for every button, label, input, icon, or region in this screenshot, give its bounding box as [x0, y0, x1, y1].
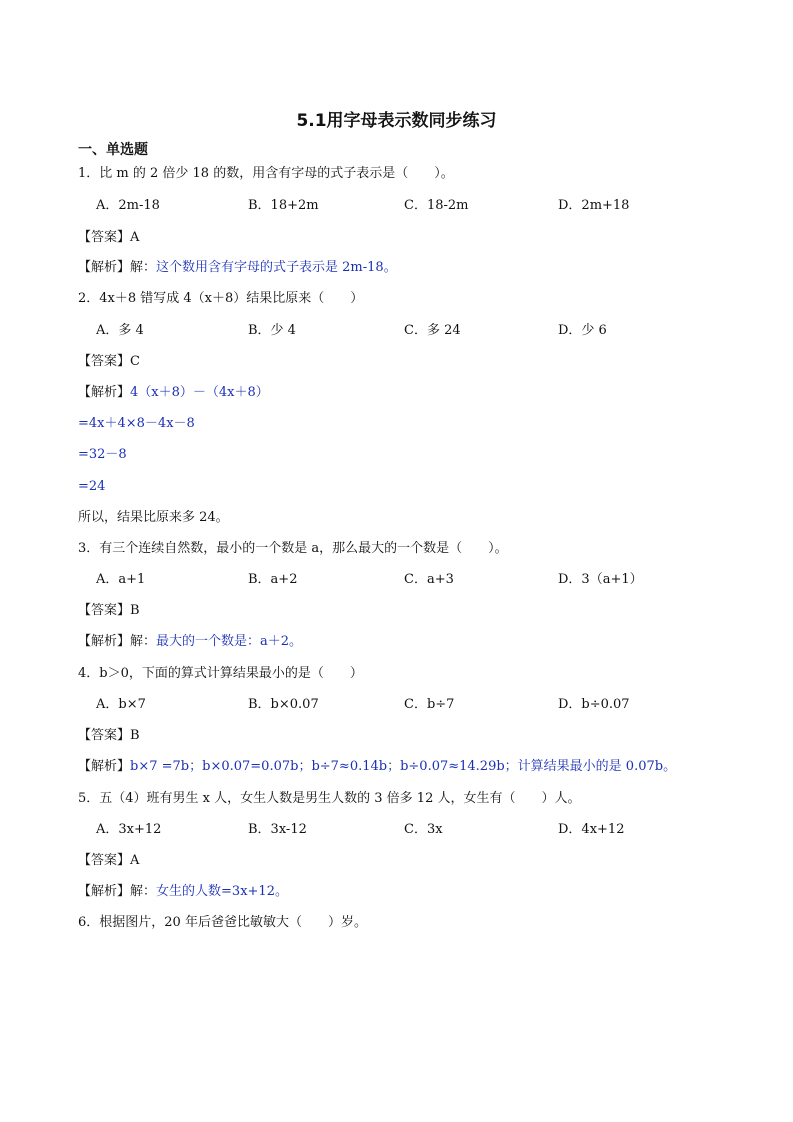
option-a: A．多 4	[96, 323, 144, 338]
answer-value: A	[130, 230, 140, 245]
question-6-stem: 6．根据图片，20 年后爸爸比敏敏大（ ）岁。	[78, 915, 367, 930]
option-d: D．b÷0.07	[558, 697, 630, 712]
question-5-stem: 5．五（4）班有男生 x 人，女生人数是男生人数的 3 倍多 12 人，女生有（ ）人。	[78, 791, 581, 806]
question-2-step-2: =32－8	[78, 447, 127, 462]
question-2-analysis	[78, 384, 269, 402]
answer-tag: 【答案】	[78, 230, 131, 245]
question-4-stem: 4．b＞0，下面的算式计算结果最小的是（ ）	[78, 666, 363, 681]
option-b: B．b×0.07	[248, 697, 319, 712]
option-a: A．3x+12	[96, 822, 162, 837]
option-b: B．少 4	[248, 323, 296, 338]
question-5-analysis	[78, 883, 288, 901]
question-1-stem: 1．比 m 的 2 倍少 18 的数，用含有字母的式子表示是（ ）。	[78, 166, 454, 181]
option-c: C．3x	[404, 822, 443, 837]
question-3-stem: 3．有三个连续自然数，最小的一个数是 a，那么最大的一个数是（ ）。	[78, 541, 508, 556]
analysis-text: 女生的人数=3x+12。	[156, 884, 288, 899]
section-heading: 一、单选题	[78, 142, 148, 158]
answer-value: C	[130, 354, 140, 369]
question-4-analysis	[78, 758, 676, 776]
analysis-tag: 【解析】	[78, 759, 131, 774]
question-3-analysis	[78, 633, 302, 651]
question-2-options	[96, 322, 716, 340]
answer-value: B	[130, 603, 140, 618]
option-a: A．2m-18	[96, 198, 160, 213]
question-3-options	[96, 571, 716, 589]
option-a: A．b×7	[96, 697, 146, 712]
question-4-answer	[78, 727, 140, 745]
question-3-answer	[78, 602, 140, 620]
analysis-tag: 【解析】	[78, 634, 131, 649]
option-b: B．a+2	[248, 572, 298, 587]
analysis-text: 4（x＋8）－（4x＋8）	[130, 385, 269, 400]
option-b: B．3x-12	[248, 822, 307, 837]
question-2-step-3: =24	[78, 479, 106, 494]
option-a: A．a+1	[96, 572, 146, 587]
analysis-tag: 【解析】	[78, 260, 131, 275]
option-d: D．2m+18	[558, 198, 630, 213]
analysis-text: 这个数用含有字母的式子表示是 2m-18。	[156, 260, 397, 275]
question-5-answer	[78, 852, 139, 870]
page-title: 5.1用字母表示数同步练习	[296, 111, 497, 131]
answer-value: B	[130, 728, 140, 743]
analysis-tag: 【解析】	[78, 385, 131, 400]
answer-tag: 【答案】	[78, 354, 131, 369]
option-c: C．a+3	[404, 572, 454, 587]
option-c: C．18-2m	[404, 198, 469, 213]
question-5-options	[96, 821, 716, 839]
answer-tag: 【答案】	[78, 603, 131, 618]
question-4-options	[96, 696, 716, 714]
analysis-prefix: 解：	[130, 260, 157, 275]
option-c: C．多 24	[404, 323, 461, 338]
option-d: D．3（a+1）	[558, 572, 643, 587]
analysis-prefix: 解：	[130, 634, 157, 649]
question-2-answer	[78, 353, 140, 371]
question-1-options	[96, 197, 716, 215]
analysis-text: b×7 =7b；b×0.07=0.07b；b÷7≈0.14b；b÷0.07≈14.29b；计算结果最小的是 0.07b。	[130, 759, 677, 774]
option-b: B．18+2m	[248, 198, 319, 213]
analysis-text: 最大的一个数是：a＋2。	[156, 634, 303, 649]
option-c: C．b÷7	[404, 697, 455, 712]
analysis-prefix: 解：	[130, 884, 157, 899]
answer-value: A	[130, 853, 140, 868]
option-d: D．少 6	[558, 323, 607, 338]
question-2-conclusion: 所以，结果比原来多 24。	[78, 510, 229, 525]
question-1-analysis	[78, 259, 397, 277]
analysis-tag: 【解析】	[78, 884, 131, 899]
question-2-stem: 2．4x＋8 错写成 4（x＋8）结果比原来（ ）	[78, 291, 364, 306]
answer-tag: 【答案】	[78, 728, 131, 743]
question-1-answer	[78, 229, 139, 247]
option-d: D．4x+12	[558, 822, 625, 837]
question-2-step-1: =4x＋4×8－4x－8	[78, 416, 195, 431]
answer-tag: 【答案】	[78, 853, 131, 868]
